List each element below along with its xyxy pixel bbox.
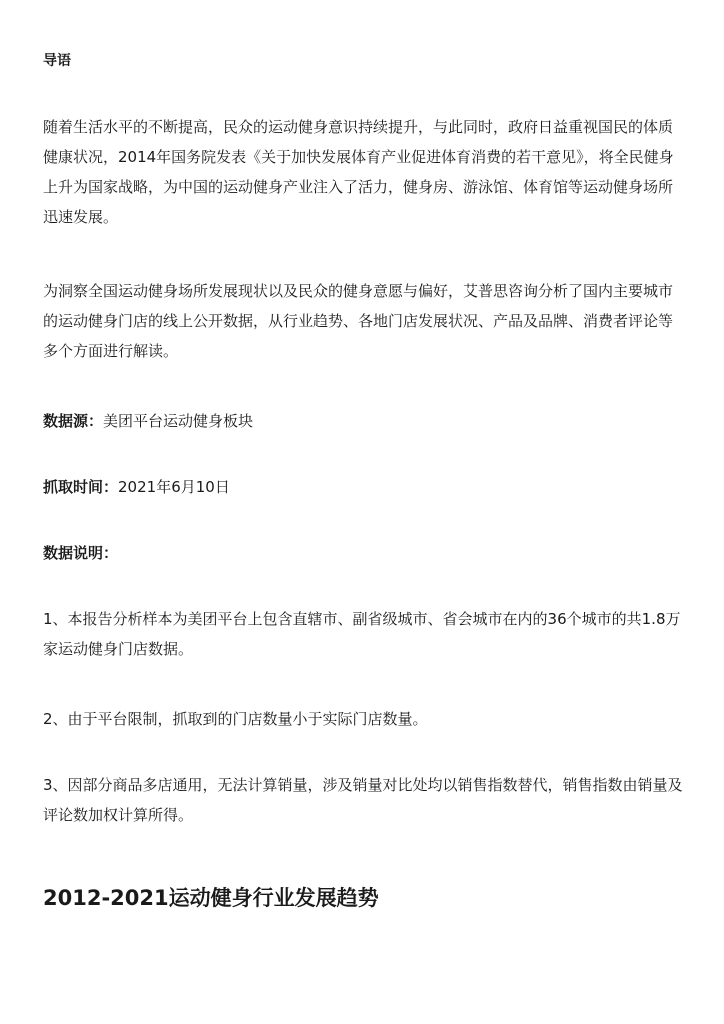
data-note-item: 1、本报告分析样本为美团平台上包含直辖市、副省级城市、省会城市在内的36个城市的共1.8万家运动健身门店数据。: [43, 610, 681, 658]
data-notes-heading: [43, 538, 684, 568]
intro-paragraph: 随着生活水平的不断提高，民众的运动健身意识持续提升，与此同时，政府日益重视国民的体质健康状况，2014年国务院发表《关于加快发展体育产业促进体育消费的若干意见》，将全民健身上升为国家战略，为中国的运动健身产业注入了活力，健身房、游泳馆、体育馆等运动健身场所迅速发展。: [43, 118, 674, 226]
data-source-label: 数据源：: [43, 412, 104, 430]
data-note-item: 2、由于平台限制，抓取到的门店数量小于实际门店数量。: [43, 710, 428, 728]
data-notes-label: 数据说明：: [43, 544, 119, 562]
data-source-value: 美团平台运动健身板块: [103, 412, 254, 430]
data-note-item: 3、因部分商品多店通用，无法计算销量，涉及销量对比处均以销售指数替代，销售指数由销量及评论数加权计算所得。: [43, 776, 683, 824]
capture-time-line: [43, 472, 684, 502]
data-source-line: [43, 406, 684, 436]
lead-heading: 导语: [43, 53, 71, 69]
capture-time-label: 抓取时间：: [43, 478, 119, 496]
capture-time-value: 2021年6月10日: [118, 478, 230, 496]
analysis-paragraph: 为洞察全国运动健身场所发展现状以及民众的健身意愿与偏好，艾普思咨询分析了国内主要城市的运动健身门店的线上公开数据，从行业趋势、各地门店发展状况、产品及品牌、消费者评论等多个方面进行解读。: [43, 282, 674, 360]
section-title: 2012-2021运动健身行业发展趋势: [43, 886, 379, 910]
